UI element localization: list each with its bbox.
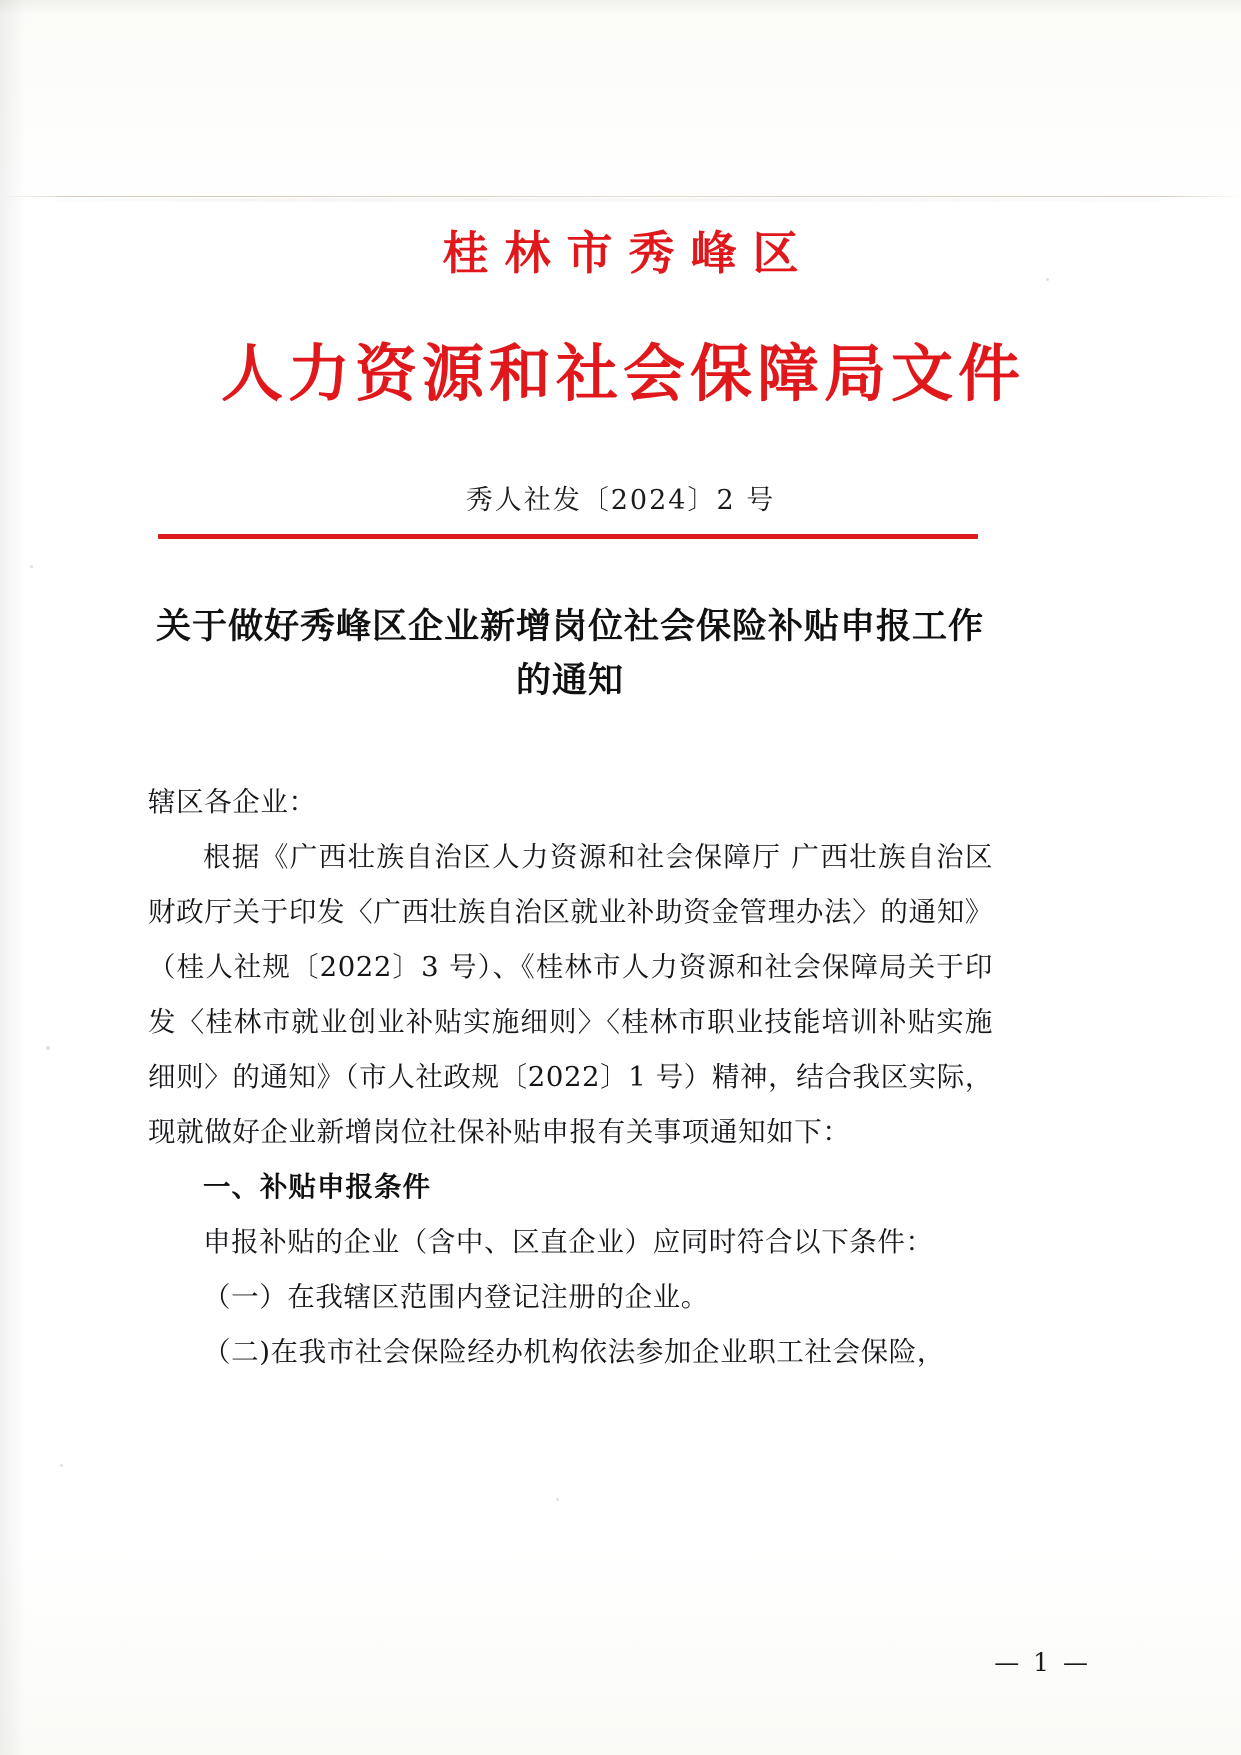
salutation: 辖区各企业：: [148, 786, 317, 818]
body-paragraph-1: 根据《广西壮族自治区人力资源和社会保障厅 广西壮族自治区财政厅关于印发〈广西壮族自治区就业补助资金管理办法〉的通知》（桂人社规〔2022〕3 号）、《桂林市人力资源和社会保障局关于印发〈桂林市就业创业补贴实施细则〉〈桂林市职业技能培训补贴实施细则〉的通知》（市人社政规〔2022〕1 号）精神，结合我区实际，现就做好企业新增岗位社保补贴申报有关事项通知如下：: [148, 841, 993, 1148]
list-item-2: （二)在我市社会保险经办机构依法参加企业职工社会保险，: [203, 1336, 945, 1368]
red-divider-rule: [158, 534, 978, 539]
document-title: 关于做好秀峰区企业新增岗位社会保险补贴申报工作的通知: [155, 607, 984, 702]
page-number: — 1 —: [994, 1648, 1091, 1677]
masthead-line-2: 人力资源和社会保障局文件: [220, 337, 1025, 410]
masthead-line-1: 桂林市秀峰区: [442, 226, 815, 280]
section-heading-1: 一、补贴申报条件: [203, 1171, 431, 1203]
list-item-1: （一）在我辖区范围内登记注册的企业。: [203, 1281, 709, 1313]
document-number: 秀人社发〔2024〕2 号: [465, 485, 776, 516]
document-body: [148, 775, 993, 1380]
section-intro: 申报补贴的企业（含中、区直企业）应同时符合以下条件：: [203, 1226, 934, 1258]
